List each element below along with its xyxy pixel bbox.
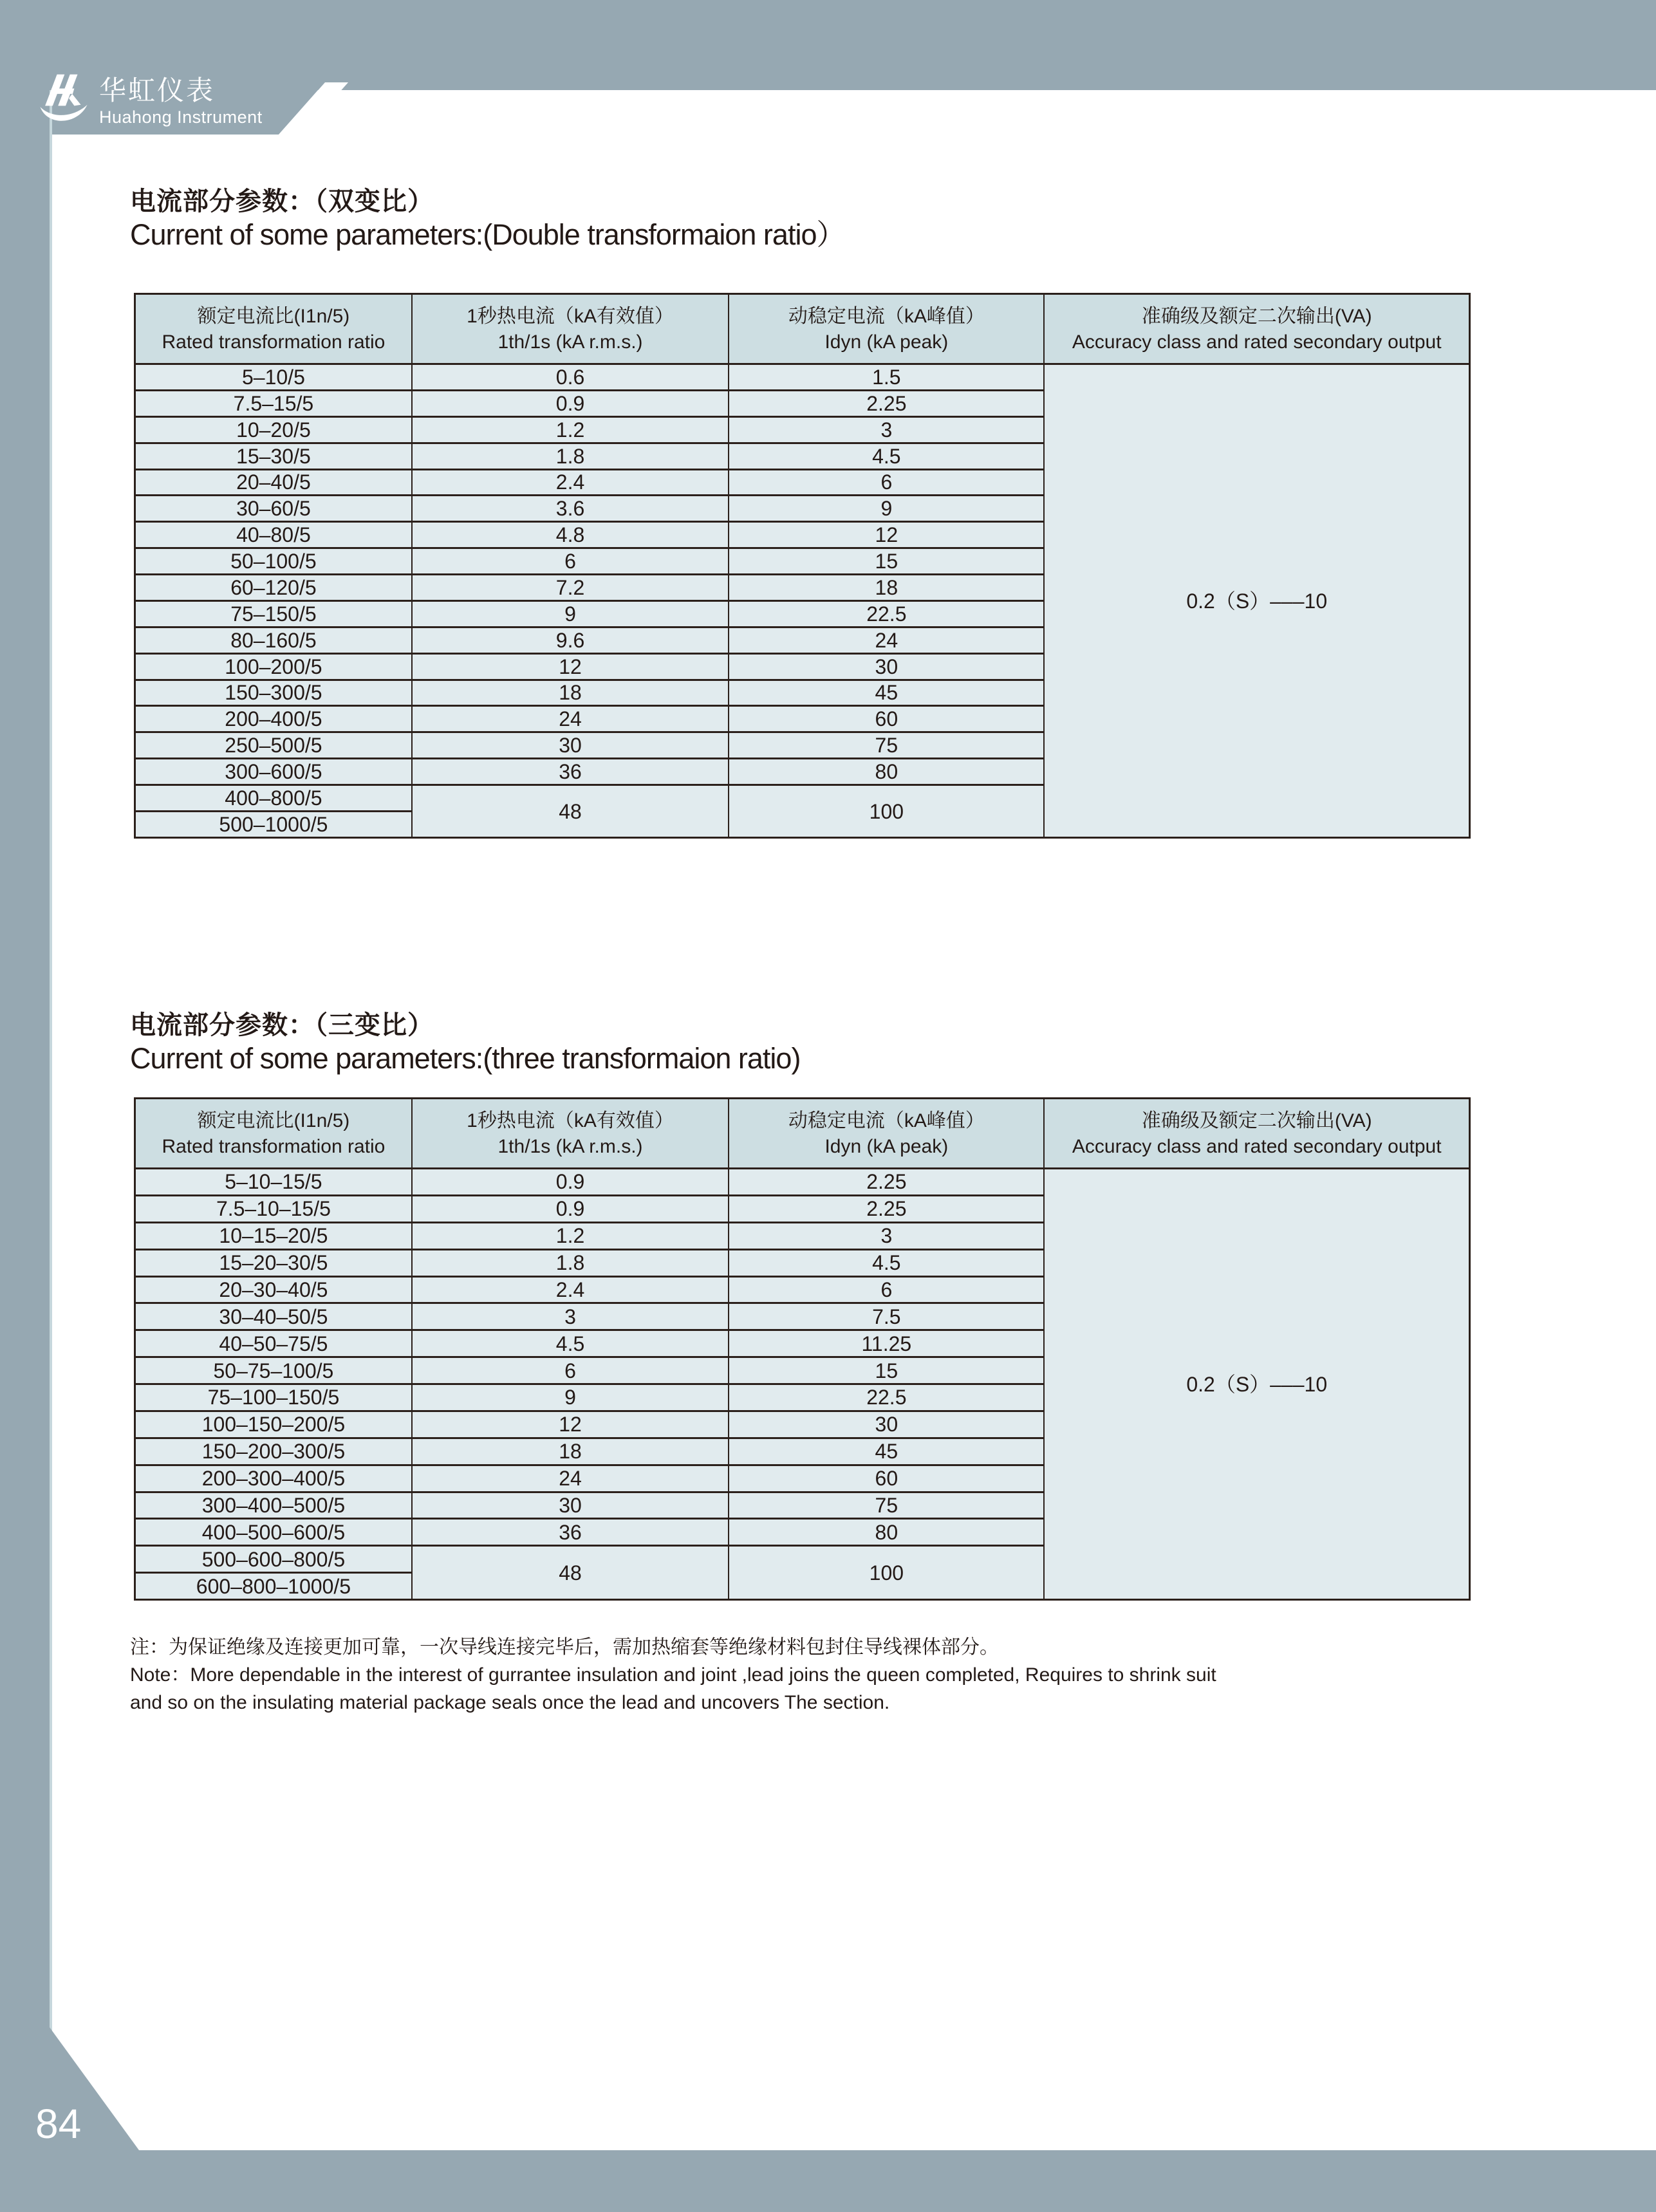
dynamic-current-cell: 24 bbox=[729, 627, 1044, 653]
column-header-en: Rated transformation ratio bbox=[162, 1136, 386, 1157]
dynamic-current-cell: 100 bbox=[729, 785, 1044, 838]
column-header-0 bbox=[135, 1099, 412, 1169]
thermal-current-cell: 12 bbox=[412, 1411, 729, 1438]
ratio-cell: 50–100/5 bbox=[135, 548, 412, 575]
section2-title-en: Current of some parameters:(three transformaion ratio) bbox=[130, 1042, 801, 1075]
footnote bbox=[130, 1633, 1546, 1716]
parameter-table-double-ratio bbox=[134, 293, 1471, 839]
ratio-cell: 30–40–50/5 bbox=[135, 1303, 412, 1330]
ratio-cell: 500–1000/5 bbox=[135, 811, 412, 837]
ratio-cell: 75–150/5 bbox=[135, 600, 412, 627]
dynamic-current-cell: 2.25 bbox=[729, 1195, 1044, 1222]
thermal-current-cell: 30 bbox=[412, 732, 729, 759]
thermal-current-cell: 1.2 bbox=[412, 416, 729, 443]
dynamic-current-cell: 45 bbox=[729, 1438, 1044, 1465]
thermal-current-cell: 0.9 bbox=[412, 1195, 729, 1222]
thermal-current-cell: 2.4 bbox=[412, 469, 729, 496]
thermal-current-cell: 2.4 bbox=[412, 1276, 729, 1303]
footer-band bbox=[0, 2150, 1656, 2212]
column-header-cn: 准确级及额定二次输出(VA) bbox=[1141, 1110, 1372, 1131]
ratio-cell: 75–100–150/5 bbox=[135, 1384, 412, 1411]
column-header-1 bbox=[412, 294, 729, 364]
footnote-en-1: Note：More dependable in the interest of gurrantee insulation and joint ,lead joins the queen completed, Requires to shrink suit bbox=[130, 1664, 1216, 1686]
dynamic-current-cell: 9 bbox=[729, 496, 1044, 522]
ratio-cell: 20–30–40/5 bbox=[135, 1276, 412, 1303]
ratio-cell: 15–20–30/5 bbox=[135, 1249, 412, 1276]
section1-title-en: Current of some parameters:(Double transformaion ratio） bbox=[130, 218, 845, 251]
huahong-logo-icon bbox=[37, 73, 94, 127]
column-header-2 bbox=[729, 1099, 1044, 1169]
brand-name-en: Huahong Instrument bbox=[99, 107, 263, 127]
ratio-cell: 100–150–200/5 bbox=[135, 1411, 412, 1438]
ratio-cell: 7.5–10–15/5 bbox=[135, 1195, 412, 1222]
column-header-0 bbox=[135, 294, 412, 364]
column-header-en: 1th/1s (kA r.m.s.) bbox=[498, 331, 643, 353]
footnote-cn: 注：为保证绝缘及连接更加可靠，一次导线连接完毕后，需加热缩套等绝缘材料包封住导线裸体部分。 bbox=[130, 1637, 999, 1658]
column-header-cn: 额定电流比(I1n/5) bbox=[197, 306, 350, 327]
ratio-cell: 20–40/5 bbox=[135, 469, 412, 496]
column-header-3 bbox=[1044, 1099, 1469, 1169]
table-row bbox=[135, 364, 1470, 391]
column-header-1 bbox=[412, 1099, 729, 1169]
ratio-cell: 150–200–300/5 bbox=[135, 1438, 412, 1465]
column-header-2 bbox=[729, 294, 1044, 364]
ratio-cell: 10–15–20/5 bbox=[135, 1222, 412, 1249]
thermal-current-cell: 18 bbox=[412, 1438, 729, 1465]
dynamic-current-cell: 2.25 bbox=[729, 390, 1044, 416]
column-header-en: Accuracy class and rated secondary output bbox=[1072, 331, 1442, 353]
ratio-cell: 50–75–100/5 bbox=[135, 1357, 412, 1384]
dynamic-current-cell: 60 bbox=[729, 706, 1044, 732]
accuracy-class-cell: 0.2（S）–––10 bbox=[1044, 1169, 1469, 1600]
header-row bbox=[135, 294, 1470, 364]
page-number: 84 bbox=[35, 2101, 82, 2147]
ratio-cell: 80–160/5 bbox=[135, 627, 412, 653]
thermal-current-cell: 3 bbox=[412, 1303, 729, 1330]
thermal-current-cell: 4.8 bbox=[412, 522, 729, 548]
thermal-current-cell: 0.9 bbox=[412, 1169, 729, 1196]
dynamic-current-cell: 75 bbox=[729, 732, 1044, 759]
thermal-current-cell: 30 bbox=[412, 1492, 729, 1519]
dynamic-current-cell: 22.5 bbox=[729, 600, 1044, 627]
dynamic-current-cell: 100 bbox=[729, 1546, 1044, 1600]
ratio-cell: 200–400/5 bbox=[135, 706, 412, 732]
brand-name-cn: 华虹仪表 bbox=[99, 75, 216, 106]
thermal-current-cell: 0.9 bbox=[412, 390, 729, 416]
section2-title-cn: 电流部分参数：（三变比） bbox=[130, 1011, 434, 1039]
thermal-current-cell: 0.6 bbox=[412, 364, 729, 391]
ratio-cell: 250–500/5 bbox=[135, 732, 412, 759]
dynamic-current-cell: 30 bbox=[729, 1411, 1044, 1438]
ratio-cell: 200–300–400/5 bbox=[135, 1465, 412, 1492]
column-header-cn: 额定电流比(I1n/5) bbox=[197, 1110, 350, 1131]
section-double-ratio-title bbox=[130, 187, 844, 251]
thermal-current-cell: 6 bbox=[412, 548, 729, 575]
dynamic-current-cell: 12 bbox=[729, 522, 1044, 548]
ratio-cell: 10–20/5 bbox=[135, 416, 412, 443]
thermal-current-cell: 24 bbox=[412, 706, 729, 732]
dynamic-current-cell: 4.5 bbox=[729, 443, 1044, 469]
dynamic-current-cell: 75 bbox=[729, 1492, 1044, 1519]
ratio-cell: 300–400–500/5 bbox=[135, 1492, 412, 1519]
brand-logo bbox=[37, 72, 321, 131]
ratio-cell: 100–200/5 bbox=[135, 653, 412, 680]
column-header-en: 1th/1s (kA r.m.s.) bbox=[498, 1136, 643, 1157]
thermal-current-cell: 6 bbox=[412, 1357, 729, 1384]
thermal-current-cell: 36 bbox=[412, 1519, 729, 1546]
ratio-cell: 60–120/5 bbox=[135, 575, 412, 601]
dynamic-current-cell: 4.5 bbox=[729, 1249, 1044, 1276]
column-header-en: Rated transformation ratio bbox=[162, 331, 386, 353]
section1-title-cn: 电流部分参数：（双变比） bbox=[130, 187, 434, 216]
ratio-cell: 150–300/5 bbox=[135, 680, 412, 706]
column-header-cn: 准确级及额定二次输出(VA) bbox=[1141, 306, 1372, 327]
dynamic-current-cell: 7.5 bbox=[729, 1303, 1044, 1330]
dynamic-current-cell: 15 bbox=[729, 548, 1044, 575]
column-header-en: Accuracy class and rated secondary output bbox=[1072, 1136, 1442, 1157]
dynamic-current-cell: 6 bbox=[729, 1276, 1044, 1303]
thermal-current-cell: 48 bbox=[412, 1546, 729, 1600]
thermal-current-cell: 3.6 bbox=[412, 496, 729, 522]
dynamic-current-cell: 80 bbox=[729, 759, 1044, 785]
dynamic-current-cell: 3 bbox=[729, 1222, 1044, 1249]
column-header-cn: 动稳定电流（kA峰值） bbox=[788, 1110, 985, 1131]
thermal-current-cell: 4.5 bbox=[412, 1330, 729, 1357]
dynamic-current-cell: 18 bbox=[729, 575, 1044, 601]
thermal-current-cell: 1.8 bbox=[412, 443, 729, 469]
column-header-en: Idyn (kA peak) bbox=[824, 331, 949, 353]
footnote-en-2: and so on the insulating material package seals once the lead and uncovers The section. bbox=[130, 1692, 890, 1713]
ratio-cell: 15–30/5 bbox=[135, 443, 412, 469]
ratio-cell: 7.5–15/5 bbox=[135, 390, 412, 416]
ratio-cell: 500–600–800/5 bbox=[135, 1546, 412, 1573]
thermal-current-cell: 1.2 bbox=[412, 1222, 729, 1249]
dynamic-current-cell: 11.25 bbox=[729, 1330, 1044, 1357]
dynamic-current-cell: 3 bbox=[729, 416, 1044, 443]
column-header-cn: 1秒热电流（kA有效值） bbox=[467, 306, 674, 327]
thermal-current-cell: 9 bbox=[412, 600, 729, 627]
thermal-current-cell: 9 bbox=[412, 1384, 729, 1411]
dynamic-current-cell: 6 bbox=[729, 469, 1044, 496]
column-header-cn: 动稳定电流（kA峰值） bbox=[788, 306, 985, 327]
ratio-cell: 400–800/5 bbox=[135, 785, 412, 812]
dynamic-current-cell: 45 bbox=[729, 680, 1044, 706]
ratio-cell: 600–800–1000/5 bbox=[135, 1573, 412, 1600]
column-header-en: Idyn (kA peak) bbox=[824, 1136, 949, 1157]
parameter-table-three-ratio bbox=[134, 1097, 1471, 1601]
section-three-ratio-title bbox=[130, 1010, 800, 1075]
thermal-current-cell: 36 bbox=[412, 759, 729, 785]
ratio-cell: 5–10/5 bbox=[135, 364, 412, 391]
thermal-current-cell: 24 bbox=[412, 1465, 729, 1492]
column-header-3 bbox=[1044, 294, 1469, 364]
thermal-current-cell: 7.2 bbox=[412, 575, 729, 601]
dynamic-current-cell: 80 bbox=[729, 1519, 1044, 1546]
accuracy-class-cell: 0.2（S）–––10 bbox=[1044, 364, 1469, 838]
dynamic-current-cell: 2.25 bbox=[729, 1169, 1044, 1196]
column-header-cn: 1秒热电流（kA有效值） bbox=[467, 1110, 674, 1131]
dynamic-current-cell: 22.5 bbox=[729, 1384, 1044, 1411]
thermal-current-cell: 12 bbox=[412, 653, 729, 680]
dynamic-current-cell: 15 bbox=[729, 1357, 1044, 1384]
thermal-current-cell: 18 bbox=[412, 680, 729, 706]
dynamic-current-cell: 30 bbox=[729, 653, 1044, 680]
ratio-cell: 300–600/5 bbox=[135, 759, 412, 785]
thermal-current-cell: 9.6 bbox=[412, 627, 729, 653]
thermal-current-cell: 1.8 bbox=[412, 1249, 729, 1276]
thermal-current-cell: 48 bbox=[412, 785, 729, 838]
dynamic-current-cell: 1.5 bbox=[729, 364, 1044, 391]
table-row bbox=[135, 1169, 1470, 1196]
dynamic-current-cell: 60 bbox=[729, 1465, 1044, 1492]
ratio-cell: 40–50–75/5 bbox=[135, 1330, 412, 1357]
left-margin-band bbox=[0, 90, 52, 2150]
ratio-cell: 30–60/5 bbox=[135, 496, 412, 522]
header-row bbox=[135, 1099, 1470, 1169]
ratio-cell: 400–500–600/5 bbox=[135, 1519, 412, 1546]
ratio-cell: 40–80/5 bbox=[135, 522, 412, 548]
ratio-cell: 5–10–15/5 bbox=[135, 1169, 412, 1196]
